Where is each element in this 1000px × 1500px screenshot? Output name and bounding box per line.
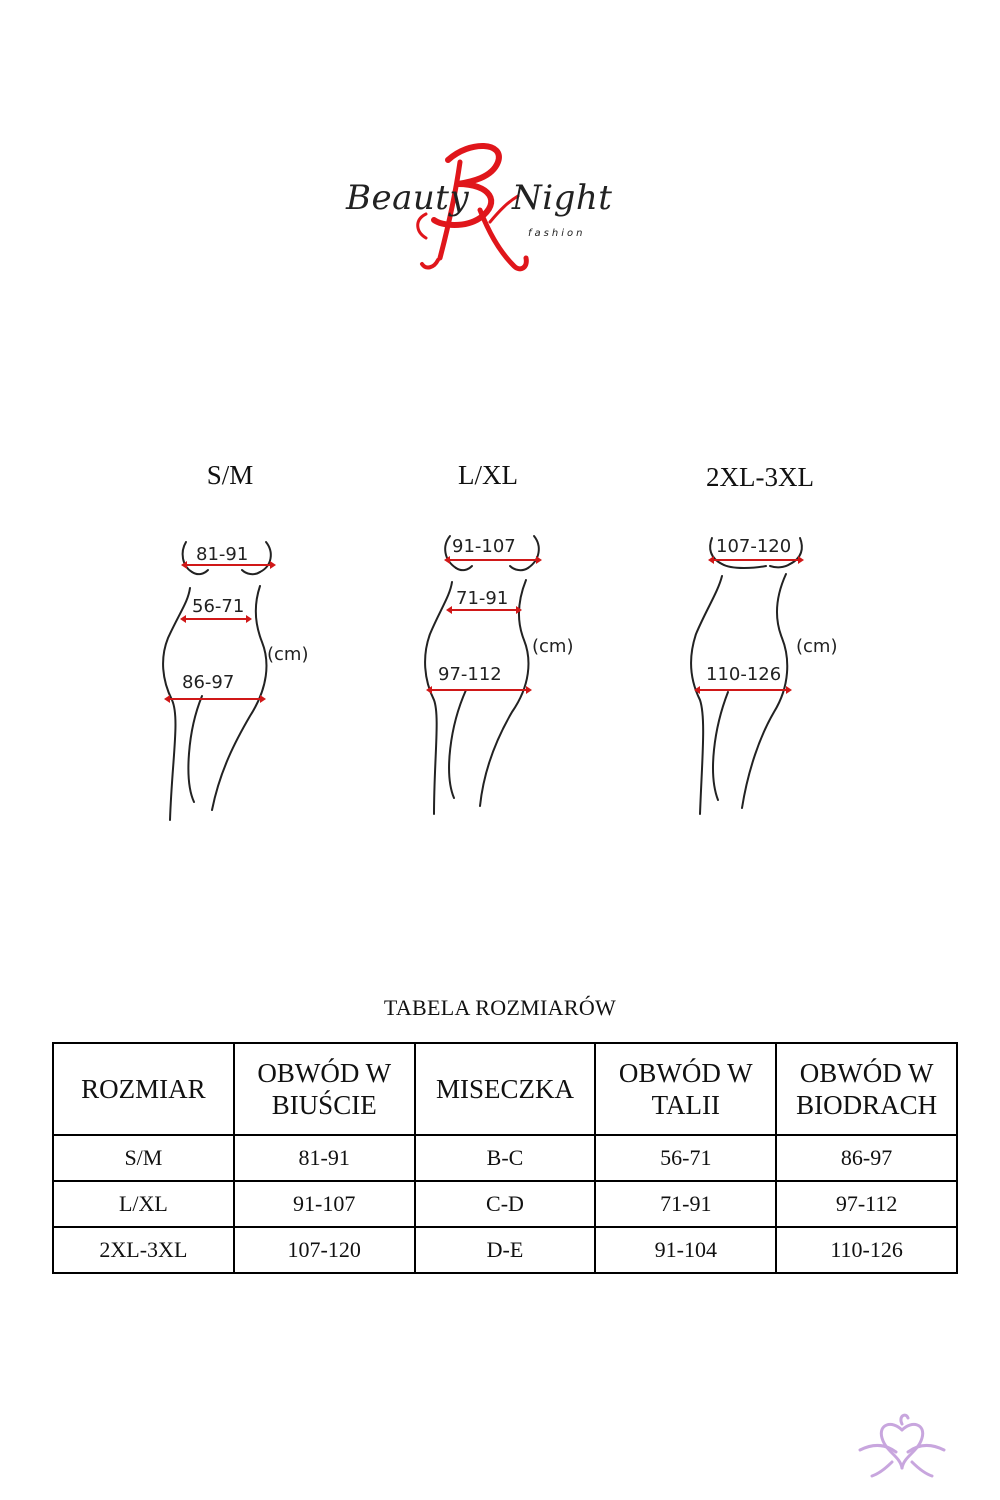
table-cell: 91-107 xyxy=(234,1181,415,1227)
table-cell: S/M xyxy=(53,1135,234,1181)
logo-word-right: Night xyxy=(512,178,613,218)
unit-label: (cm) xyxy=(267,644,309,665)
table-cell: 86-97 xyxy=(776,1135,957,1181)
table-header-row xyxy=(53,1043,957,1135)
table-cell: D-E xyxy=(415,1227,596,1273)
table-cell: L/XL xyxy=(53,1181,234,1227)
bust-measurement: 107-120 xyxy=(716,536,792,557)
table-cell: 71-91 xyxy=(595,1181,776,1227)
waist-measurement: 56-71 xyxy=(192,596,245,617)
butterfly-logo-icon xyxy=(852,1410,952,1480)
waist-measurement: 71-91 xyxy=(456,588,509,609)
hips-measurement: 97-112 xyxy=(438,664,502,685)
body-figure-2xl3xl xyxy=(676,530,876,830)
table-row xyxy=(53,1227,957,1273)
logo-subtitle: fashion xyxy=(528,228,586,239)
header-size: ROZMIAR xyxy=(53,1043,234,1135)
table-cell: 107-120 xyxy=(234,1227,415,1273)
table-row xyxy=(53,1181,957,1227)
table-cell: 97-112 xyxy=(776,1181,957,1227)
header-waist: OBWÓD W TALII xyxy=(595,1043,776,1135)
body-outline-icon xyxy=(150,530,350,830)
table-row xyxy=(53,1135,957,1181)
corner-logo xyxy=(852,1410,952,1480)
table-title: TABELA ROZMIARÓW xyxy=(383,995,617,1020)
table-cell: 91-104 xyxy=(595,1227,776,1273)
unit-label: (cm) xyxy=(532,636,574,657)
body-outline-icon xyxy=(406,530,606,830)
table-cell: B-C xyxy=(415,1135,596,1181)
table-cell: 81-91 xyxy=(234,1135,415,1181)
header-hips: OBWÓD W BIODRACH xyxy=(776,1043,957,1135)
size-title-sm: S/M xyxy=(206,460,254,490)
logo-word-left: Beauty xyxy=(346,178,470,218)
hips-measurement: 86-97 xyxy=(182,672,235,693)
body-figure-lxl xyxy=(406,530,606,830)
table-cell: 2XL-3XL xyxy=(53,1227,234,1273)
bust-measurement: 91-107 xyxy=(452,536,516,557)
hips-measurement: 110-126 xyxy=(706,664,782,685)
size-table xyxy=(52,1042,958,1274)
header-bust: OBWÓD W BIUŚCIE xyxy=(234,1043,415,1135)
body-figure-sm xyxy=(150,530,350,830)
unit-label: (cm) xyxy=(796,636,838,657)
brand-logo xyxy=(330,140,620,280)
table-cell: 56-71 xyxy=(595,1135,776,1181)
table-cell: C-D xyxy=(415,1181,596,1227)
header-cup: MISECZKA xyxy=(415,1043,596,1135)
size-title-lxl: L/XL xyxy=(458,460,518,490)
bust-measurement: 81-91 xyxy=(196,544,249,565)
size-title-2xl3xl: 2XL-3XL xyxy=(706,462,814,492)
table-cell: 110-126 xyxy=(776,1227,957,1273)
